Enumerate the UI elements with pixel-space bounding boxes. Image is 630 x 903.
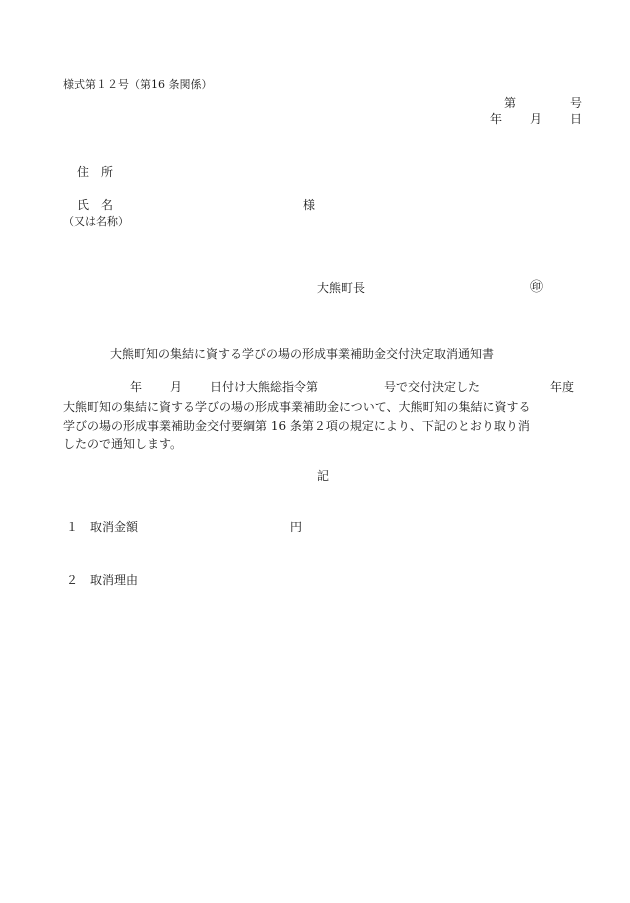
doc-number-prefix: 第 [504,96,517,110]
date-day: 日 [570,112,583,126]
issuer: 大熊町長 [317,281,366,295]
date-year: 年 [490,112,503,126]
doc-number-suffix: 号 [570,96,583,110]
item-1-number: １ [66,520,79,534]
ki-heading: 記 [317,469,330,483]
body-line-2: 大熊町知の集結に資する学びの場の形成事業補助金について、大熊町知の集結に資する [63,400,531,414]
item-1-unit: 円 [290,520,303,534]
address-label: 住 所 [77,165,114,179]
name-note: （又は名称） [63,215,129,228]
document-title: 大熊町知の集結に資する学びの場の形成事業補助金交付決定取消通知書 [110,347,495,361]
date-month: 月 [530,112,543,126]
name-label: 氏 名 [77,198,114,212]
item-2-number: ２ [66,573,79,587]
item-1-label: 取消金額 [90,520,139,534]
item-2-label: 取消理由 [90,573,139,587]
body-line-4: したので通知します。 [63,437,183,451]
body-decision: 号で交付決定した [384,380,481,394]
body-line-3: 学びの場の形成事業補助金交付要綱第 16 条第２項の規定により、下記のとおり取り消 [63,419,530,433]
seal-mark: ㊞ [530,280,544,295]
form-label: 様式第１２号（第16 条関係） [63,78,213,91]
body-date-ref: 日付け大熊総指令第 [210,380,319,394]
body-year: 年 [130,380,143,394]
body-fiscal-year: 年度 [550,380,575,394]
honorific: 様 [303,198,316,212]
body-month: 月 [170,380,183,394]
